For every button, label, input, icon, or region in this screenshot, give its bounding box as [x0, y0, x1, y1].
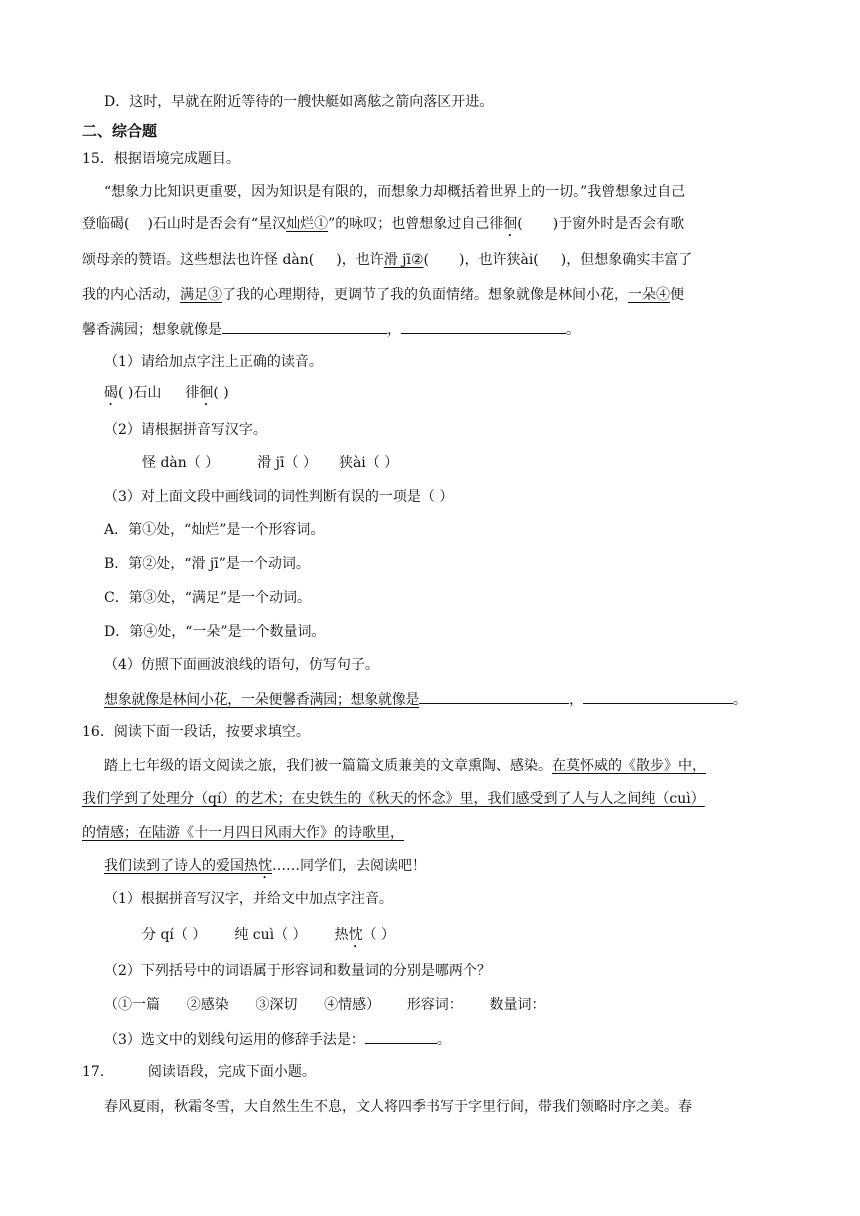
q17-stem	[82, 1062, 860, 1082]
q15-text: 了我的心理期待，更调节了我的负面情绪。想象就像是林间小花，	[222, 287, 628, 303]
dotted-char: 忱	[348, 927, 363, 943]
underlined-word-4: 一朵④	[628, 287, 670, 303]
q15-text: )，也许	[336, 252, 384, 268]
q15-text: 怪 dàn（ ）	[142, 455, 220, 471]
q16-passage-line4	[104, 856, 860, 882]
q15-option-c: C．第③处，“满足”是一个动词。	[104, 590, 312, 606]
dotted-char: 徊	[199, 385, 214, 401]
q16-stem: 16．阅读下面一段话，按要求填空。	[82, 724, 310, 740]
q15-text: 滑 jī（ ）	[257, 455, 317, 471]
q15-text: ”的咏叹；也曾想象过自己徘	[328, 216, 504, 232]
q16-text: 纯 cuì（ ）	[234, 927, 307, 943]
q15-passage-line1: “想象力比知识更重要，因为知识是有限的，而想象力却概括着世界上的一切。”我曾想象过自己	[104, 184, 686, 200]
q15-text: 我的内心活动，	[82, 287, 180, 303]
q15-text: ( )	[213, 385, 229, 401]
q15-text: )石山时是否会有“星汉	[147, 216, 287, 232]
q16-text: （ ）	[362, 927, 396, 943]
q15-text: 徘	[185, 385, 200, 401]
dotted-char: 碣	[104, 385, 118, 401]
q16-text: 分 qí（ ）	[142, 927, 207, 943]
q16-sub2: （2）下列括号中的词语属于形容词和数量词的分别是哪两个？	[104, 963, 491, 979]
q15-sub2: （2）请根据拼音写汉字。	[104, 422, 267, 438]
q15-passage-line4	[82, 285, 860, 305]
q15-text: )，但想象确实丰富了	[560, 252, 693, 268]
q15-text: ，	[569, 692, 583, 708]
q15-passage-line5	[82, 319, 860, 340]
q15-text: 馨香满园；想象就像是	[82, 322, 222, 338]
q16-passage-line1	[104, 756, 860, 776]
underlined-sentence: 在莫怀威的《散步》中，	[552, 758, 706, 774]
answer-blank[interactable]	[419, 689, 569, 704]
q15-text: ，	[387, 322, 401, 338]
q16-text: （3）选文中的划线句运用的修辞手法是：	[104, 1032, 365, 1048]
q15-sub3: （3）对上面文段中画线词的词性判断有误的一项是（ ）	[104, 489, 454, 505]
q15-passage-line3	[82, 250, 860, 270]
underlined-word-2: 滑 jī②	[383, 252, 424, 268]
q16-sub3	[104, 1029, 860, 1050]
underlined-word-1: 灿烂①	[286, 216, 329, 232]
q15-sub1-items	[104, 383, 860, 409]
q15-text: (	[423, 252, 430, 268]
underlined-sentence: 我们读到了诗人的爱国热	[104, 858, 258, 874]
answer-blank[interactable]	[401, 319, 566, 334]
answer-blank[interactable]	[365, 1029, 437, 1044]
underlined-word-3: 满足③	[180, 287, 222, 303]
q17-number: 17．	[82, 1064, 114, 1080]
answer-blank[interactable]	[222, 319, 387, 334]
dotted-char: 忱	[258, 858, 272, 874]
q16-sub1-items	[142, 925, 860, 951]
q15-text: (	[517, 216, 523, 232]
q15-text: 。	[566, 322, 580, 338]
answer-blank[interactable]	[583, 689, 733, 704]
q17-text: 阅读语段，完成下面小题。	[147, 1064, 316, 1080]
q15-text: 登临碣(	[82, 216, 130, 232]
q15-text: )，也许狭ài(	[459, 252, 539, 268]
q15-text: 狭ài（ ）	[338, 455, 399, 471]
q15-option-d: D．第④处，“一朵”是一个数量词。	[104, 624, 326, 640]
q16-passage-line2: 我们学到了处理分（qí）的艺术；在史铁生的《秋天的怀念》里，我们感受到了人与人之间纯（cuì）	[82, 791, 705, 807]
q15-text: )于窗外时是否会有歌	[552, 216, 685, 232]
section-heading: 二、综合题	[82, 122, 158, 140]
q14-option-d: D．这时，早就在附近等待的一艘快艇如离舷之箭向落区开进。	[104, 94, 494, 110]
q16-sub2-options: （①一篇 ②感染 ③深切 ④情感） 形容词： 数量词：	[104, 997, 546, 1013]
q15-text: 颂母亲的赞语。这些想法也许怪 dàn(	[82, 252, 315, 268]
q16-text: 踏上七年级的语文阅读之旅，我们被一篇篇文质兼美的文章熏陶、感染。	[104, 758, 552, 774]
q16-text: 热	[334, 927, 349, 943]
q15-text: ( )石山	[118, 385, 162, 401]
q16-text: ……同学们，去阅读吧！	[272, 858, 426, 874]
q15-sub4: （4）仿照下面画波浪线的语句，仿写句子。	[104, 657, 379, 673]
dotted-char: 徊	[503, 216, 518, 232]
q15-text: 。	[732, 692, 747, 708]
q16-sub1: （1）根据拼音写汉字，并给文中加点字注音。	[104, 891, 393, 907]
q15-text: 便	[670, 287, 684, 303]
q16-passage-line3: 的情感；在陆游《十一月四日风雨大作》的诗歌里，	[82, 825, 404, 841]
q15-stem: 15．根据语境完成题目。	[82, 151, 240, 167]
q15-option-b: B．第②处，“滑 jī”是一个动词。	[104, 556, 310, 572]
wavy-underlined-sentence: 想象就像是林间小花，一朵便馨香满园；想象就像是	[104, 692, 420, 708]
q15-passage-line2	[82, 214, 860, 240]
q15-sub2-items	[142, 453, 860, 473]
q15-option-a: A．第①处，“灿烂”是一个形容词。	[104, 522, 325, 538]
q15-sub4-model	[104, 689, 860, 710]
q16-text: 。	[436, 1032, 451, 1048]
q15-sub1: （1）请给加点字注上正确的读音。	[104, 354, 323, 370]
q17-passage-line1: 春风夏雨，秋霜冬雪，大自然生生不息，文人将四季书写于字里行间，带我们领略时序之美。春	[104, 1099, 692, 1115]
